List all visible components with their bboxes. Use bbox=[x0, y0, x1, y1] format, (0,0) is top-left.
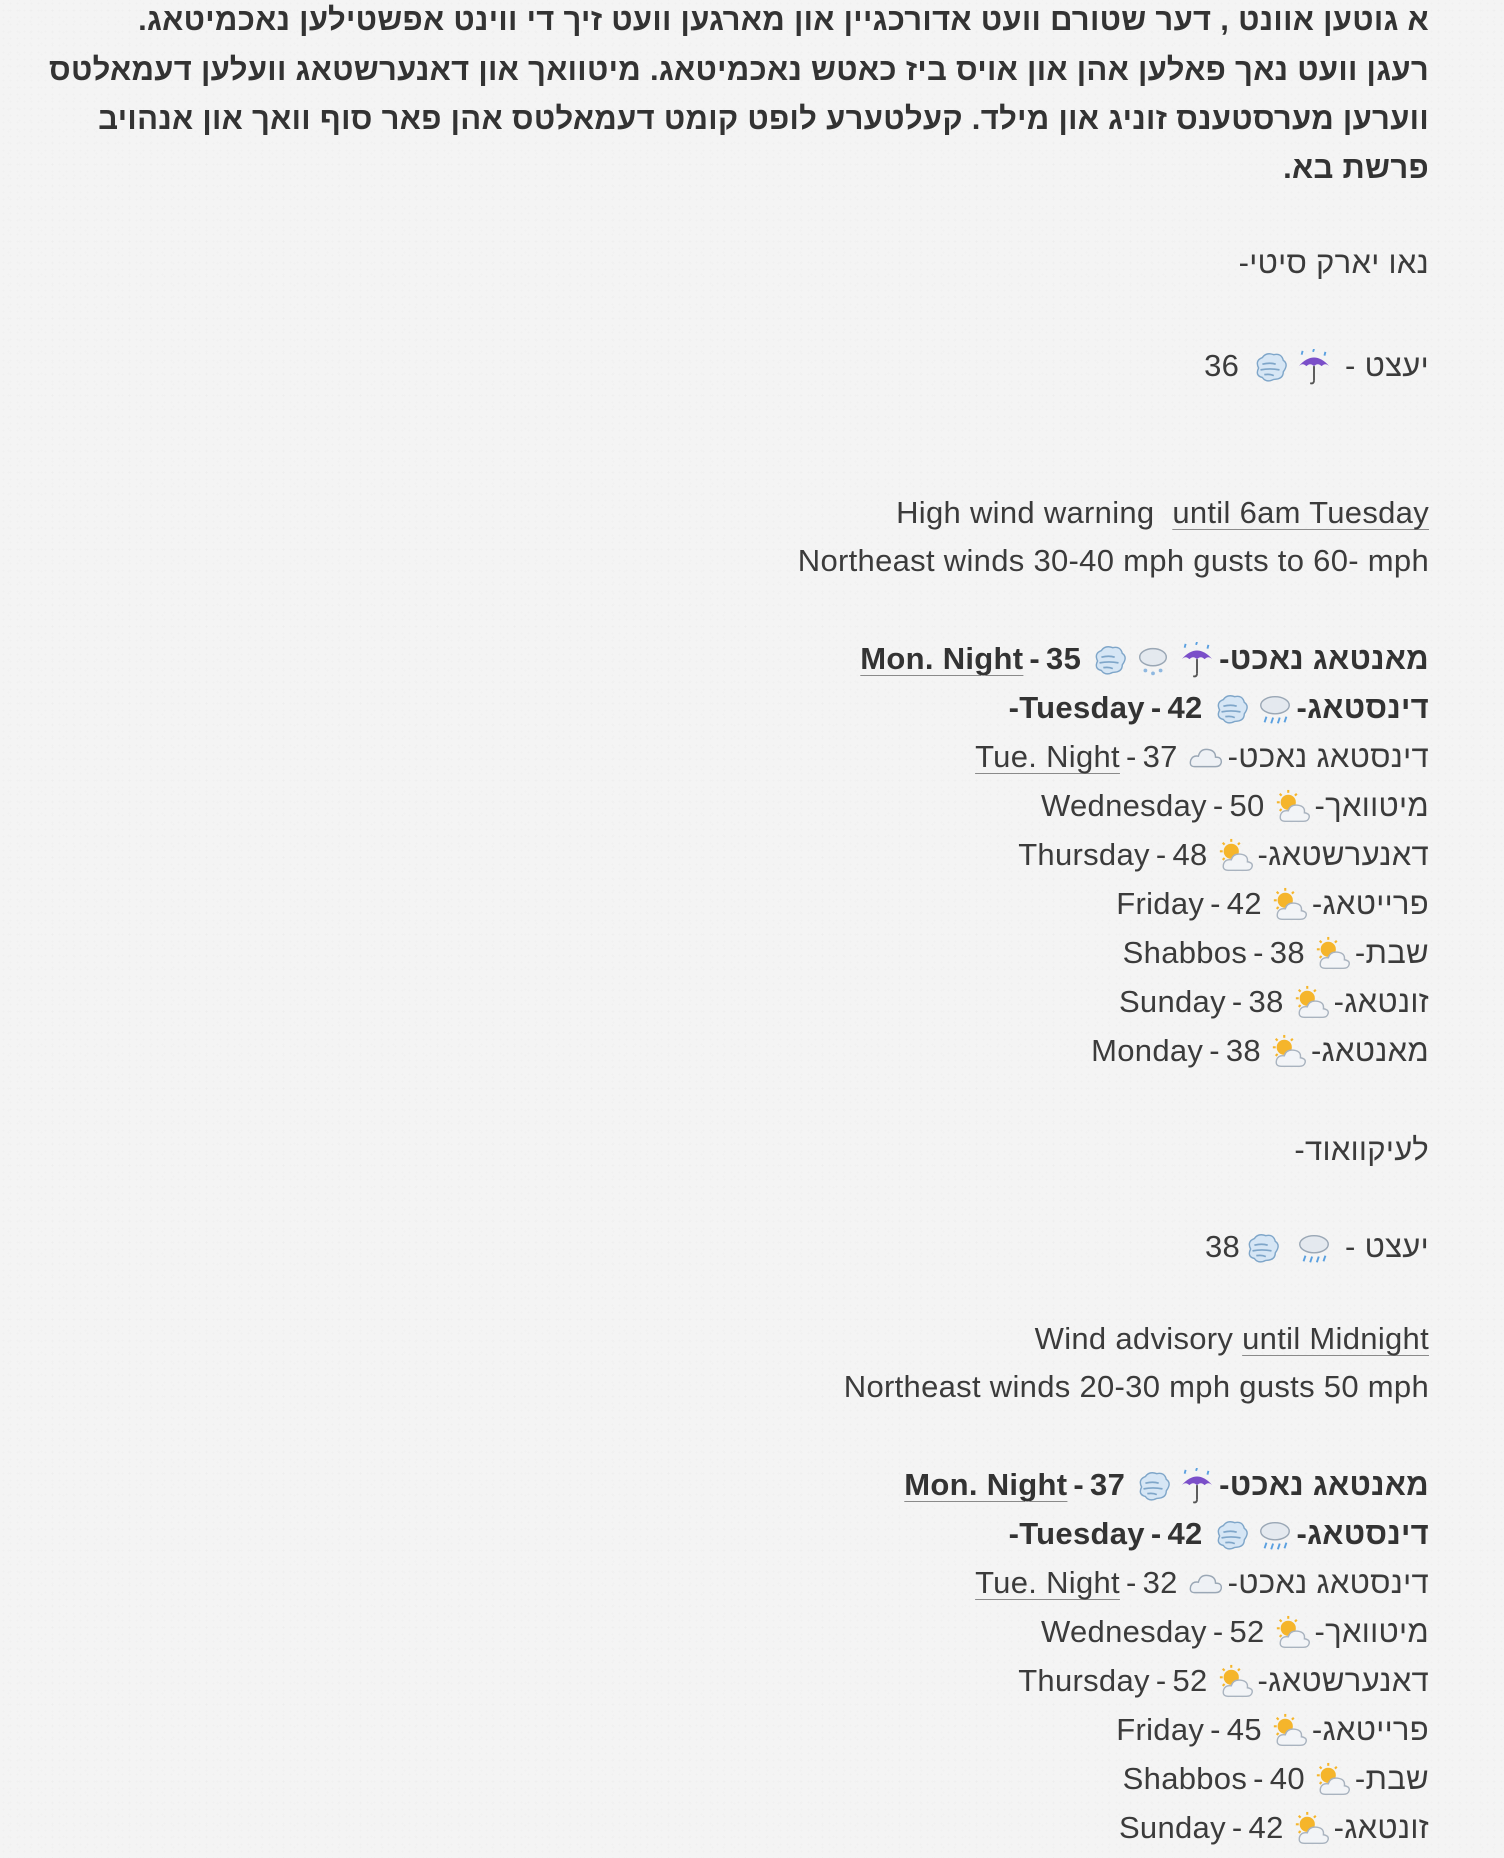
wind-icon bbox=[1212, 1517, 1250, 1555]
day-temp: 37 bbox=[1142, 739, 1178, 774]
sun-behind-cloud-icon bbox=[1274, 789, 1312, 827]
separator: - bbox=[1231, 1810, 1243, 1845]
umbrella-icon bbox=[1178, 1468, 1216, 1506]
day-yiddish: שבת- bbox=[1354, 1761, 1429, 1796]
nyc-heading: נאו יארק סיטי- bbox=[1238, 245, 1429, 280]
day-english: Sunday bbox=[1118, 1810, 1226, 1845]
day-temp: 42 bbox=[1167, 1516, 1203, 1551]
day-temp: 37 bbox=[1090, 1467, 1126, 1502]
day-yiddish: מאנטאג- bbox=[1310, 1033, 1429, 1068]
day-temp: 40 bbox=[1269, 1761, 1305, 1796]
separator: - bbox=[1253, 935, 1264, 970]
day-yiddish: דינסטאג נאכט- bbox=[1227, 1565, 1429, 1600]
day-yiddish: מאנטאג נאכט- bbox=[1219, 1467, 1429, 1502]
day-temp: 42 bbox=[1226, 886, 1262, 921]
sun-behind-cloud-icon bbox=[1314, 1762, 1352, 1800]
day-temp: 38 bbox=[1248, 984, 1284, 1019]
sun-behind-cloud-icon bbox=[1270, 1034, 1308, 1072]
day-yiddish: שבת- bbox=[1354, 935, 1429, 970]
day-english: Friday bbox=[1116, 886, 1205, 921]
day-yiddish: דינסטאג- bbox=[1296, 1516, 1429, 1551]
day-temp: 52 bbox=[1172, 1663, 1208, 1698]
umbrella-icon bbox=[1295, 349, 1333, 387]
separator: - bbox=[1029, 641, 1041, 676]
wind-icon bbox=[1251, 349, 1289, 387]
wind-icon bbox=[1090, 642, 1128, 680]
separator: - bbox=[1125, 1565, 1137, 1600]
cloud-icon bbox=[1187, 1566, 1225, 1604]
lakewood-warning bbox=[1035, 1319, 1429, 1359]
day-english: Thursday bbox=[1018, 1663, 1150, 1698]
day-temp: 45 bbox=[1226, 1712, 1262, 1747]
forecast-row bbox=[1119, 1808, 1429, 1849]
day-yiddish: פרייטאג- bbox=[1311, 1712, 1429, 1747]
separator: - bbox=[1210, 886, 1221, 921]
forecast-row bbox=[1119, 982, 1429, 1023]
sun-behind-cloud-icon bbox=[1271, 887, 1309, 925]
sun-behind-cloud-icon bbox=[1293, 1811, 1331, 1849]
day-yiddish: דינסטאג נאכט- bbox=[1227, 739, 1429, 774]
day-temp: 32 bbox=[1142, 1565, 1178, 1600]
wind-icon bbox=[1243, 1230, 1281, 1268]
nyc-warning bbox=[896, 493, 1429, 533]
separator: - bbox=[1209, 1033, 1220, 1068]
sun-behind-cloud-icon bbox=[1314, 936, 1352, 974]
day-english[interactable]: Tue. Night bbox=[975, 739, 1120, 774]
now-label: יעצט - bbox=[1345, 1229, 1429, 1264]
day-english: Shabbos bbox=[1122, 1761, 1248, 1796]
separator: - bbox=[1073, 1467, 1085, 1502]
day-temp: 42 bbox=[1167, 690, 1203, 725]
now-label: יעצט - bbox=[1345, 348, 1429, 383]
sun-behind-cloud-icon bbox=[1274, 1615, 1312, 1653]
warning-text: Wind advisory bbox=[1034, 1321, 1234, 1356]
day-temp: 42 bbox=[1248, 1810, 1284, 1845]
day-yiddish: מיטוואך- bbox=[1314, 1614, 1429, 1649]
sun-behind-cloud-icon bbox=[1293, 985, 1331, 1023]
day-temp: 52 bbox=[1229, 1614, 1265, 1649]
forecast-row bbox=[860, 639, 1429, 680]
lakewood-winds: Northeast winds 20-30 mph gusts 50 mph bbox=[843, 1369, 1429, 1404]
day-english: Wednesday bbox=[1040, 788, 1207, 823]
nyc-now-line bbox=[1204, 346, 1429, 387]
warning-until-link[interactable]: until 6am Tuesday bbox=[1172, 495, 1429, 530]
forecast-row bbox=[1009, 1514, 1429, 1555]
day-english: Thursday bbox=[1018, 837, 1150, 872]
day-english[interactable]: Mon. Night bbox=[860, 641, 1024, 676]
warning-text: High wind warning bbox=[896, 495, 1155, 530]
forecast-row bbox=[904, 1465, 1429, 1506]
separator: - bbox=[1212, 788, 1224, 823]
warning-until-link[interactable]: until Midnight bbox=[1242, 1321, 1429, 1356]
day-temp: 35 bbox=[1046, 641, 1082, 676]
day-yiddish: דאנערשטאג- bbox=[1257, 837, 1429, 872]
day-temp: 48 bbox=[1172, 837, 1208, 872]
day-english: Monday bbox=[1091, 1033, 1204, 1068]
now-temp: 38 bbox=[1205, 1229, 1241, 1264]
separator: - bbox=[1231, 984, 1243, 1019]
forecast-row bbox=[975, 737, 1429, 778]
day-yiddish: זונטאג- bbox=[1333, 1810, 1429, 1845]
day-yiddish: פרייטאג- bbox=[1311, 886, 1429, 921]
intro-line-4: פרשת בא. bbox=[1283, 150, 1429, 185]
intro-line-3: ווערען מערסטענס זוניג און מילד. קעלטערע לופט קומט דעמאלטס אהן פאר סוף וואך און אנהויב bbox=[98, 101, 1429, 136]
day-temp: 50 bbox=[1229, 788, 1265, 823]
forecast-row bbox=[1091, 1031, 1429, 1072]
forecast-row bbox=[975, 1563, 1429, 1604]
lakewood-heading: לעיקוואוד- bbox=[1294, 1132, 1429, 1167]
rain-cloud-icon bbox=[1256, 1517, 1294, 1555]
day-yiddish: מיטוואך- bbox=[1314, 788, 1429, 823]
day-english: Tuesday- bbox=[1008, 1516, 1145, 1551]
day-yiddish: זונטאג- bbox=[1333, 984, 1429, 1019]
intro-line-1: א גוטען אוונט , דער שטורם וועט אדורכגיין און מארגען וועט זיך די ווינט אפשטילען נאכמיטאג. bbox=[138, 2, 1429, 37]
forecast-row bbox=[1116, 1710, 1429, 1751]
separator: - bbox=[1125, 739, 1137, 774]
separator: - bbox=[1253, 1761, 1264, 1796]
cloud-icon bbox=[1187, 740, 1225, 778]
sun-behind-cloud-icon bbox=[1271, 1713, 1309, 1751]
separator: - bbox=[1150, 1516, 1162, 1551]
intro-line-2: רעגן וועט נאך פאלען אהן און אויס ביז כאטש נאכמיטאג. מיטוואך און דאנערשטאג וועלען דעמאלטס bbox=[49, 52, 1429, 87]
day-english: Friday bbox=[1116, 1712, 1205, 1747]
forecast-row bbox=[1123, 933, 1429, 974]
sun-behind-cloud-icon bbox=[1217, 1664, 1255, 1702]
forecast-row bbox=[1041, 1612, 1429, 1653]
lakewood-now-line bbox=[1205, 1227, 1429, 1268]
day-temp: 38 bbox=[1269, 935, 1305, 970]
umbrella-icon bbox=[1178, 642, 1216, 680]
separator: - bbox=[1155, 837, 1167, 872]
wind-icon bbox=[1212, 691, 1250, 729]
separator: - bbox=[1212, 1614, 1224, 1649]
forecast-row bbox=[1116, 884, 1429, 925]
sun-behind-cloud-icon bbox=[1217, 838, 1255, 876]
separator: - bbox=[1155, 1663, 1167, 1698]
forecast-row bbox=[1123, 1759, 1429, 1800]
rain-cloud-icon bbox=[1256, 691, 1294, 729]
snow-cloud-icon bbox=[1134, 642, 1172, 680]
forecast-row bbox=[1018, 835, 1429, 876]
wind-icon bbox=[1134, 1468, 1172, 1506]
day-english: Tuesday- bbox=[1008, 690, 1145, 725]
now-temp: 36 bbox=[1204, 348, 1240, 383]
separator: - bbox=[1210, 1712, 1221, 1747]
day-english[interactable]: Mon. Night bbox=[904, 1467, 1068, 1502]
rain-cloud-icon bbox=[1295, 1230, 1333, 1268]
forecast-row bbox=[1009, 688, 1429, 729]
day-english: Shabbos bbox=[1122, 935, 1248, 970]
day-yiddish: דינסטאג- bbox=[1296, 690, 1429, 725]
separator: - bbox=[1150, 690, 1162, 725]
day-yiddish: דאנערשטאג- bbox=[1257, 1663, 1429, 1698]
day-english: Wednesday bbox=[1040, 1614, 1207, 1649]
forecast-row bbox=[1018, 1661, 1429, 1702]
nyc-winds: Northeast winds 30-40 mph gusts to 60- mph bbox=[797, 543, 1429, 578]
forecast-row bbox=[1041, 786, 1429, 827]
day-yiddish: מאנטאג נאכט- bbox=[1219, 641, 1429, 676]
day-english: Sunday bbox=[1118, 984, 1226, 1019]
day-temp: 38 bbox=[1225, 1033, 1261, 1068]
day-english[interactable]: Tue. Night bbox=[975, 1565, 1120, 1600]
